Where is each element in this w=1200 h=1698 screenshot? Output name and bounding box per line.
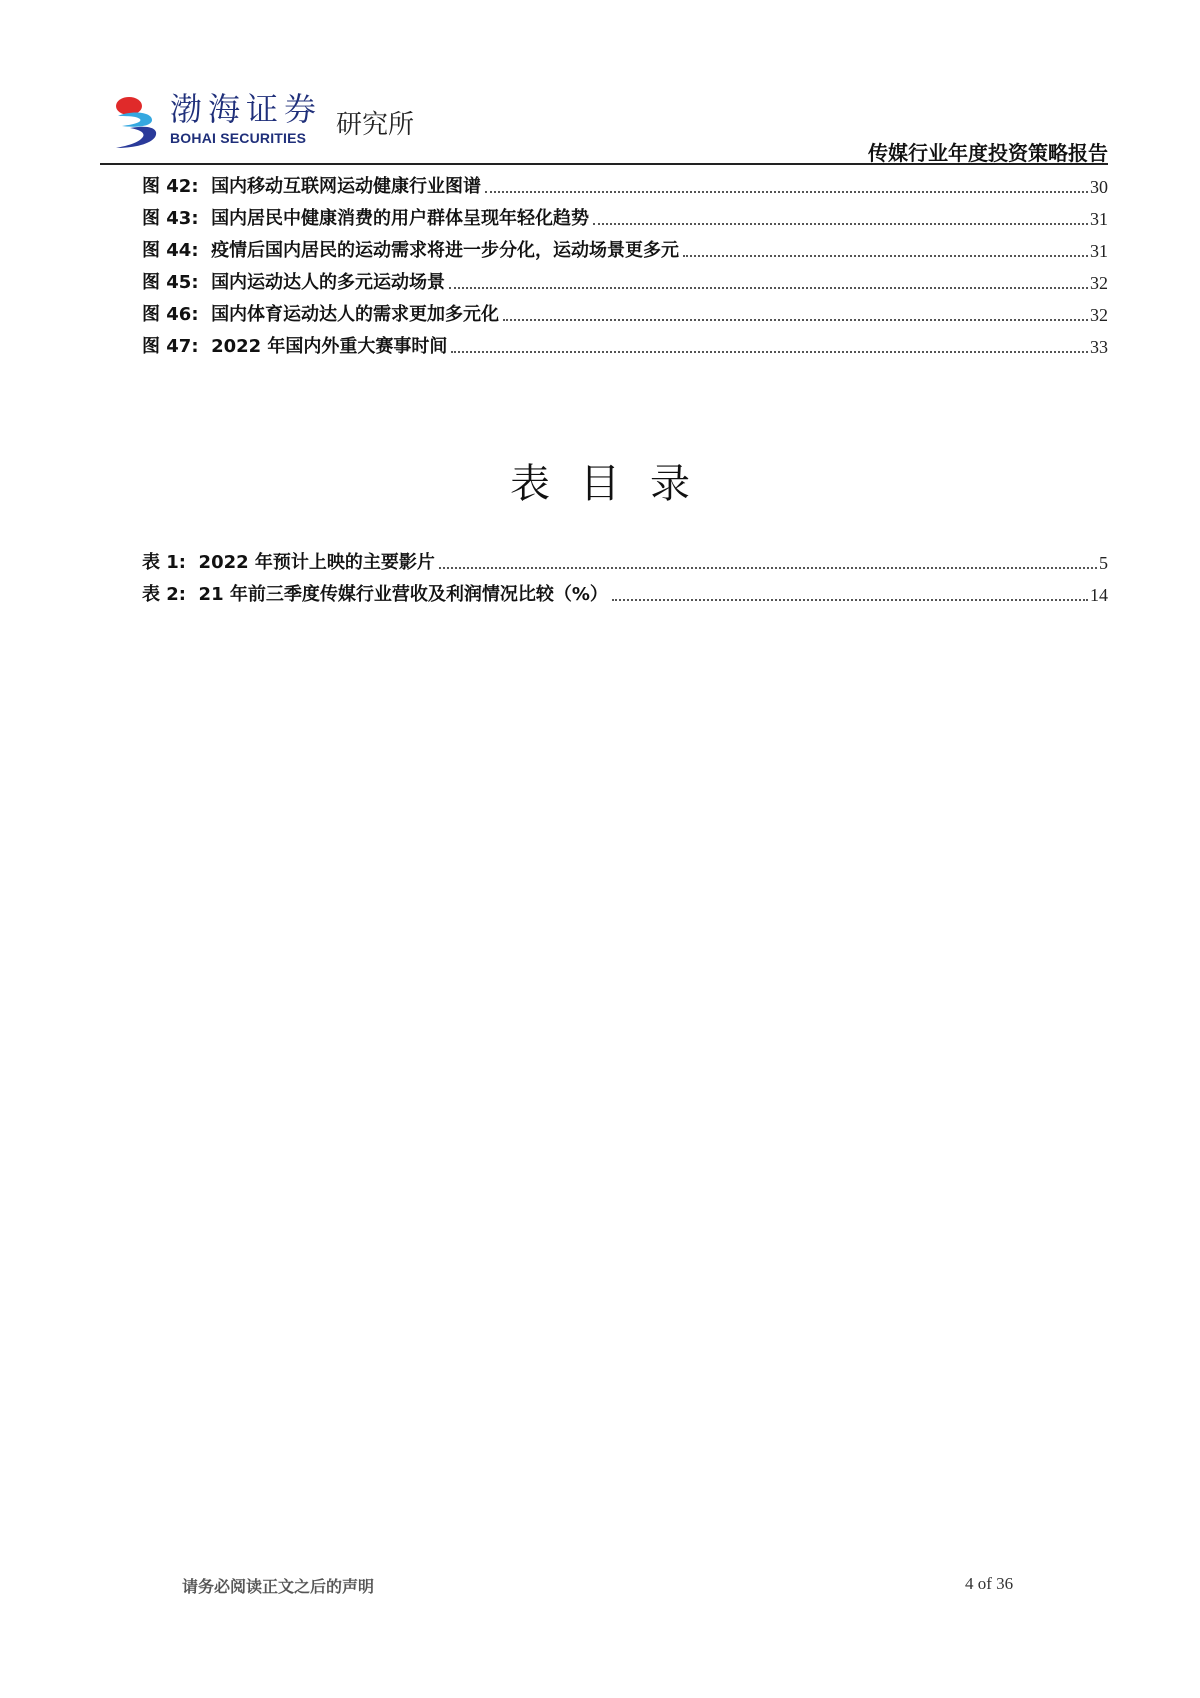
toc-entry-title: 图 43: 国内居民中健康消费的用户群体呈现年轻化趋势 [142,208,593,230]
toc-leader-dots [485,191,1088,193]
toc-entry-title: 表 2: 21 年前三季度传媒行业营收及利润情况比较（%） [142,584,612,606]
footer-page-indicator: 4 of 36 [965,1574,1014,1593]
toc-entry[interactable] [142,574,1108,606]
toc-leader-dots [451,351,1088,353]
toc-entry[interactable] [142,262,1108,294]
toc-entry[interactable] [142,198,1108,230]
toc-leader-dots [439,567,1097,569]
toc-page-number: 33 [1090,337,1108,357]
header-divider [100,163,1108,165]
report-title: 传媒行业年度投资策略报告 [868,141,1108,165]
toc-page-number: 31 [1090,241,1108,261]
toc-entry[interactable] [142,542,1108,574]
toc-entry-title: 图 46: 国内体育运动达人的需求更加多元化 [142,304,503,326]
toc-page-number: 31 [1090,209,1108,229]
toc-entry[interactable] [142,166,1108,198]
toc-page-number: 14 [1090,585,1108,605]
tables-toc-list [142,542,1108,606]
bohai-securities-logo [112,92,442,154]
toc-entry-title: 表 1: 2022 年预计上映的主要影片 [142,552,439,574]
figures-toc-list [142,166,1108,358]
toc-entry[interactable] [142,294,1108,326]
toc-entry-title: 图 44: 疫情后国内居民的运动需求将进一步分化，运动场景更多元 [142,240,683,262]
logo-english-name: BOHAI SECURITIES [170,130,307,146]
toc-page-number: 30 [1090,177,1108,197]
toc-leader-dots [449,287,1088,289]
toc-entry-title: 图 47: 2022 年国内外重大赛事时间 [142,336,451,358]
toc-page-number: 32 [1090,305,1108,325]
toc-page-number: 5 [1099,553,1108,573]
toc-leader-dots [593,223,1088,225]
toc-leader-dots [503,319,1088,321]
footer-disclaimer: 请务必阅读正文之后的声明 [182,1577,375,1596]
toc-entry-title: 图 42: 国内移动互联网运动健康行业图谱 [142,176,485,198]
tables-toc-heading: 表目录 [510,461,720,507]
logo-institute: 研究所 [336,110,415,140]
toc-leader-dots [683,255,1088,257]
toc-page-number: 32 [1090,273,1108,293]
toc-entry[interactable] [142,230,1108,262]
toc-entry-title: 图 45: 国内运动达人的多元运动场景 [142,272,449,294]
bohai-logo-icon [112,94,160,150]
toc-entry[interactable] [142,326,1108,358]
toc-leader-dots [612,599,1088,601]
logo-chinese-name: 渤海证券 [170,90,323,128]
